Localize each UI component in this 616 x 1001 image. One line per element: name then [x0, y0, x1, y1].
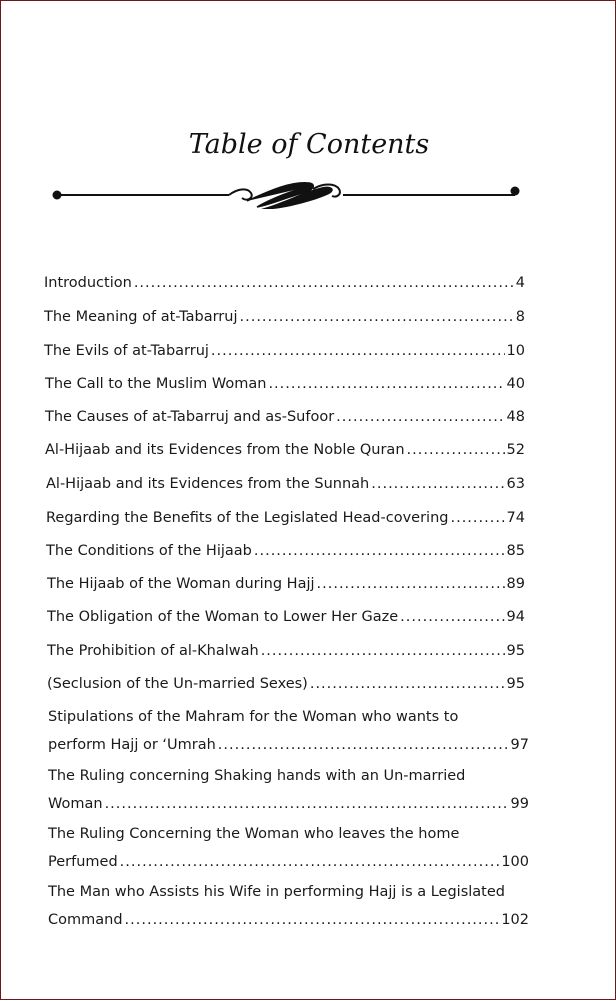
toc-entry-page-number: 102	[501, 912, 529, 928]
toc-entry-first-line: The Man who Assists his Wife in performing Hajj is a Legislated	[48, 884, 505, 900]
toc-entry[interactable]	[44, 341, 525, 361]
toc-entry-first-line: The Ruling Concerning the Woman who leaves the home	[48, 826, 460, 842]
toc-entry[interactable]	[45, 407, 525, 427]
toc-entry[interactable]	[47, 574, 525, 594]
dot-leader	[120, 852, 500, 872]
dot-leader	[254, 541, 505, 561]
toc-entry-title: The Obligation of the Woman to Lower Her Gaze	[47, 609, 399, 625]
dot-leader	[211, 341, 505, 361]
toc-entry-title: The Prohibition of al-Khalwah	[47, 643, 259, 659]
toc-entry-title: The Causes of at-Tabarruj and as-Sufoor	[45, 409, 335, 425]
toc-entry[interactable]	[48, 794, 529, 814]
toc-entry-page-number: 63	[506, 476, 525, 492]
toc-entry-page-number: 97	[510, 737, 529, 753]
toc-entry-page-number: 8	[515, 309, 525, 325]
toc-entry-page-number: 100	[501, 854, 529, 870]
page-title: Table of Contents	[188, 129, 430, 160]
toc-entry-title: Command	[48, 912, 123, 928]
toc-entry[interactable]	[46, 508, 525, 528]
toc-entry[interactable]	[48, 910, 529, 930]
dot-leader	[317, 574, 505, 594]
dot-leader	[450, 508, 504, 528]
toc-entry-page-number: 95	[506, 643, 525, 659]
toc-entry-title: Al-Hijaab and its Evidences from the Noble Quran	[45, 442, 405, 458]
toc-entry[interactable]	[47, 607, 525, 627]
dot-leader	[105, 794, 509, 814]
toc-entry-page-number: 94	[506, 609, 525, 625]
dot-leader	[310, 674, 505, 694]
dot-leader	[371, 474, 504, 494]
toc-entry[interactable]	[46, 474, 525, 494]
toc-entry[interactable]	[45, 374, 525, 394]
dot-leader	[125, 910, 500, 930]
toc-entry[interactable]	[47, 641, 525, 661]
toc-entry-title: (Seclusion of the Un-married Sexes)	[47, 676, 308, 692]
toc-entry-page-number: 52	[506, 442, 525, 458]
toc-entry[interactable]	[48, 735, 529, 755]
toc-entry[interactable]	[44, 307, 525, 327]
toc-entry-title: The Conditions of the Hijaab	[46, 543, 252, 559]
dot-leader	[218, 735, 509, 755]
dot-leader	[240, 307, 514, 327]
toc-entry-title: The Hijaab of the Woman during Hajj	[47, 576, 315, 592]
toc-entry-first-line: Stipulations of the Mahram for the Woman who wants to	[48, 709, 459, 725]
toc-entry-first-line: The Ruling concerning Shaking hands with an Un-married	[48, 768, 466, 784]
toc-entry-page-number: 40	[506, 376, 525, 392]
toc-entry-page-number: 85	[506, 543, 525, 559]
dot-leader	[400, 607, 504, 627]
toc-entry-title: The Call to the Muslim Woman	[45, 376, 267, 392]
toc-entry[interactable]	[45, 440, 525, 460]
toc-entry-title: Al-Hijaab and its Evidences from the Sunnah	[46, 476, 370, 492]
toc-entry[interactable]	[46, 541, 525, 561]
toc-entry[interactable]	[44, 273, 525, 293]
toc-entry[interactable]	[47, 674, 525, 694]
toc-entry-title: Woman	[48, 796, 103, 812]
toc-entry-title: Perfumed	[48, 854, 118, 870]
toc-entry-page-number: 48	[506, 409, 525, 425]
table-of-contents	[1, 1, 616, 1001]
toc-entry-page-number: 89	[506, 576, 525, 592]
dot-leader	[261, 641, 505, 661]
toc-entry-page-number: 95	[506, 676, 525, 692]
toc-entry-page-number: 99	[510, 796, 529, 812]
toc-entry-title: Regarding the Benefits of the Legislated Head-covering	[46, 510, 449, 526]
toc-entry-page-number: 10	[506, 343, 525, 359]
dot-leader	[336, 407, 504, 427]
dot-leader	[268, 374, 504, 394]
toc-entry-title: The Evils of at-Tabarruj	[44, 343, 209, 359]
toc-entry-page-number: 4	[515, 275, 525, 291]
toc-entry-title: Introduction	[44, 275, 132, 291]
toc-entry-title: The Meaning of at-Tabarruj	[44, 309, 238, 325]
dot-leader	[407, 440, 505, 460]
toc-entry-page-number: 74	[506, 510, 525, 526]
dot-leader	[134, 273, 514, 293]
toc-entry[interactable]	[48, 852, 529, 872]
toc-entry-title: perform Hajj or ‘Umrah	[48, 737, 216, 753]
